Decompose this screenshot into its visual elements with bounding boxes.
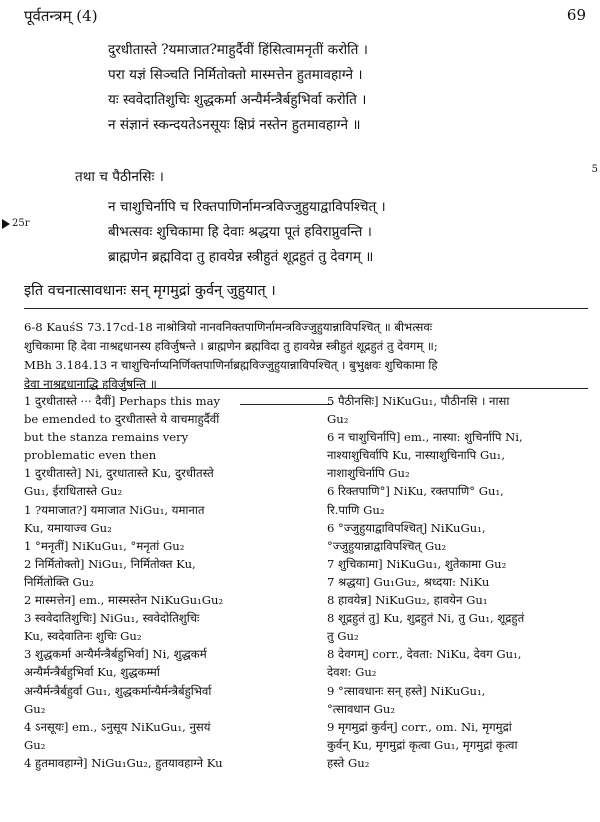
apparatus-line: 6 रिक्तपाणि°] NiKu, रक्तपाणि° Gu₁, bbox=[327, 484, 504, 499]
apparatus-line: 3 स्ववेदातिशुचिः] NiGu₁, स्ववेदोतिशुचिः bbox=[24, 611, 200, 626]
apparatus-line: °त्सावधान Gu₂ bbox=[327, 701, 396, 716]
verse-block-2 bbox=[108, 195, 386, 270]
verse-line: दुरधीतास्ते ?यमाजात?माहुर्दैवीं हिंसित्वामनृतीं करोति । bbox=[108, 42, 368, 58]
apparatus-line: 6 न चाशुचिर्नापि] em., नास्या: शुचिर्नापि Ni, bbox=[327, 430, 523, 445]
verse-block-1 bbox=[108, 38, 368, 138]
apparatus-line: be emended to दुरधीतास्ते ये वाचमाहुर्दैवीं bbox=[24, 412, 220, 427]
apparatus-line: 1 दुरधीतास्ते] Ni, दुरधातास्ते Ku, दुरधीतस्ते bbox=[24, 466, 214, 481]
apparatus-line: 7 शुचिकामा] NiKuGu₁, शुतेकामा Gu₂ bbox=[327, 556, 507, 571]
apparatus-line: but the stanza remains very bbox=[24, 430, 189, 445]
apparatus-line: Ku, यमायाज्व Gu₂ bbox=[24, 520, 112, 535]
intro-line: तथा च पैठीनसिः । bbox=[75, 169, 164, 185]
similia-line: शुचिकामा हि देवा नाश्रद्दधानस्य हविर्जुषन्ते । ब्राह्मणेन ब्रह्मविदा तु हावयेन्न स्त्रीहुतं शूद्रहुतं तु देवगम् ॥; bbox=[24, 339, 438, 353]
apparatus-line: °ज्जुहुयान्नाद्वाविपश्चित् Gu₂ bbox=[327, 538, 447, 553]
similia-line: देवा नाश्रद्दधानाद्धि हविर्जुषन्ति ॥ bbox=[24, 377, 157, 391]
apparatus-line: 6 °ज्जुहुयाद्वाविपश्चित्] NiKuGu₁, bbox=[327, 520, 486, 535]
apparatus-line: निर्मितोक्ति Gu₂ bbox=[24, 574, 94, 589]
apparatus-line: 2 मास्मत्तेन] em., मास्मस्तेन NiKuGu₁Gu₂ bbox=[24, 593, 224, 608]
margin-line-number: 5 bbox=[591, 164, 598, 175]
apparatus-line: रि.पाणि Gu₂ bbox=[327, 502, 385, 517]
verse-line: ब्राह्मणेन ब्रह्मविदा तु हावयेन्न स्त्रीहुतं शूद्रहुतं तु देवगम् ॥ bbox=[108, 249, 374, 265]
apparatus-line: 1 दुरधीतास्ते ··· दैवीं] Perhaps this may bbox=[24, 394, 221, 408]
similia-line: 6-8 KauśS 73.17cd-18 नाश्रोत्रियो नानवनिक्तपाणिर्नामन्त्रविज्जुहुयान्नाविपश्चित् ॥ बीभत्सवः bbox=[24, 320, 433, 334]
apparatus-line: 5 पैठीनसिः] NiKuGu₁, पौठीनसि । नासा bbox=[327, 394, 510, 408]
running-title: पूर्वतन्त्रम् (4) bbox=[24, 7, 98, 25]
similia-apparatus bbox=[24, 318, 590, 394]
apparatus-line: Gu₁, ईराधितास्ते Gu₂ bbox=[24, 484, 123, 499]
similia-line: MBh 3.184.13 न चाशुचिर्नाप्यनिर्णिक्तपाणिर्नाब्रह्मविज्जुहुयान्नाविपश्चित् । बुभुक्षवः शुचिकामा हि bbox=[24, 358, 438, 372]
apparatus-line: 1 ?यमाजात?] यमाजात NiGu₁, यमानात bbox=[24, 502, 205, 517]
page-header bbox=[24, 6, 586, 28]
apparatus-line: Gu₂ bbox=[24, 701, 46, 716]
page-number: 69 bbox=[566, 6, 586, 24]
apparatus-line: 9 मृगमुद्रां कुर्वन्] corr., om. Ni, मृगमुद्रां bbox=[327, 719, 512, 734]
folio-marker bbox=[2, 218, 30, 229]
apparatus-line: 3 शुद्धकर्मा अन्यैर्मन्त्रैर्बहुभिर्वा] Ni, शुद्धकर्म bbox=[24, 647, 207, 662]
apparatus-line: नाशाशुचिर्नापि Gu₂ bbox=[327, 466, 410, 481]
apparatus-line: 4 हुतमावहाग्ने] NiGu₁Gu₂, हुतयावहाग्ने Ku bbox=[24, 755, 223, 770]
apparatus-line: हस्ते Gu₂ bbox=[327, 755, 370, 770]
apparatus-line: नाश्याशुचिर्वापि Ku, नास्याशुचिनापि Gu₁, bbox=[327, 448, 506, 463]
folio-label: 25r bbox=[12, 218, 30, 229]
apparatus-line: 7 श्रद्धया] Gu₁Gu₂, श्रध्दया: NiKu bbox=[327, 574, 490, 589]
apparatus-line: Ku, स्वदेवातिनः शुचिः Gu₂ bbox=[24, 629, 142, 644]
apparatus-line: 8 हावयेन्न] NiKuGu₂, हावयेन Gu₁ bbox=[327, 593, 488, 608]
apparatus-line: देवश: Gu₂ bbox=[327, 665, 377, 680]
verse-line: न संज्ञानं स्कन्दयतेऽनसूयः क्षिप्रं नस्तेन हुतमावहाग्ने ॥ bbox=[108, 117, 361, 133]
apparatus-line: problematic even then bbox=[24, 448, 157, 463]
apparatus-line: अन्यैर्मन्त्रैर्बहुर्वा Gu₁, शुद्धकर्मान्यैर्मन्त्रैर्बहुभिर्वा bbox=[24, 683, 212, 698]
apparatus-line: 9 °त्सावधानः सन् हस्ते] NiKuGu₁, bbox=[327, 683, 486, 698]
apparatus-line: 8 शूद्रहुतं तु] Ku, शुद्रहुतं Ni, तु Gu₁, शूद्रहुतं bbox=[327, 611, 525, 626]
divider bbox=[24, 308, 588, 309]
verse-line: यः स्ववेदातिशुचिः शुद्धकर्मा अन्यैर्मन्त्रैर्बहुभिर्वा करोति । bbox=[108, 92, 367, 108]
apparatus-line: कुर्वन् Ku, मृगमुद्रां कृत्वा Gu₁, मृगमुद्रां कृत्वा bbox=[327, 737, 518, 752]
apparatus-line: 1 °मनृतीं] NiKuGu₁, °मनृतां Gu₂ bbox=[24, 538, 185, 553]
apparatus-line: 2 निर्मितोक्तो] NiGu₁, निर्मितोक्त Ku, bbox=[24, 556, 196, 571]
verse-line: बीभत्सवः शुचिकामा हि देवाः श्रद्धया पूतं हविराप्नुवन्ति । bbox=[108, 224, 372, 240]
apparatus-line: 8 देवगम्] corr., देवता: NiKu, देवग Gu₁, bbox=[327, 647, 522, 662]
apparatus-column-right bbox=[327, 392, 595, 772]
apparatus-column-left bbox=[24, 392, 320, 772]
divider bbox=[24, 388, 588, 389]
apparatus-line: Gu₂ bbox=[24, 737, 46, 752]
apparatus-line: तु Gu₂ bbox=[327, 629, 359, 644]
verse-line: न चाशुचिर्नापि च रिक्तपाणिर्नामन्त्रविज्जुहुयाद्वाविपश्चित् । bbox=[108, 199, 386, 215]
folio-arrow-icon bbox=[2, 219, 10, 229]
apparatus-line: Gu₂ bbox=[327, 412, 349, 427]
verse-line: परा यज्ञं सिञ्चति निर्मितोक्तो मास्मत्तेन हुतमावहाग्ने । bbox=[108, 67, 363, 83]
apparatus-line: अन्यैर्मन्त्रैर्बहुभिर्वा Ku, शुद्धकर्म्मा bbox=[24, 665, 160, 680]
iti-line: इति वचनात्सावधानः सन् मृगमुद्रां कुर्वन् जुहुयात् । bbox=[24, 283, 276, 299]
apparatus-line: 4 ऽनसूयः] em., ऽनुसूय NiKuGu₁, नुसयं bbox=[24, 719, 211, 734]
